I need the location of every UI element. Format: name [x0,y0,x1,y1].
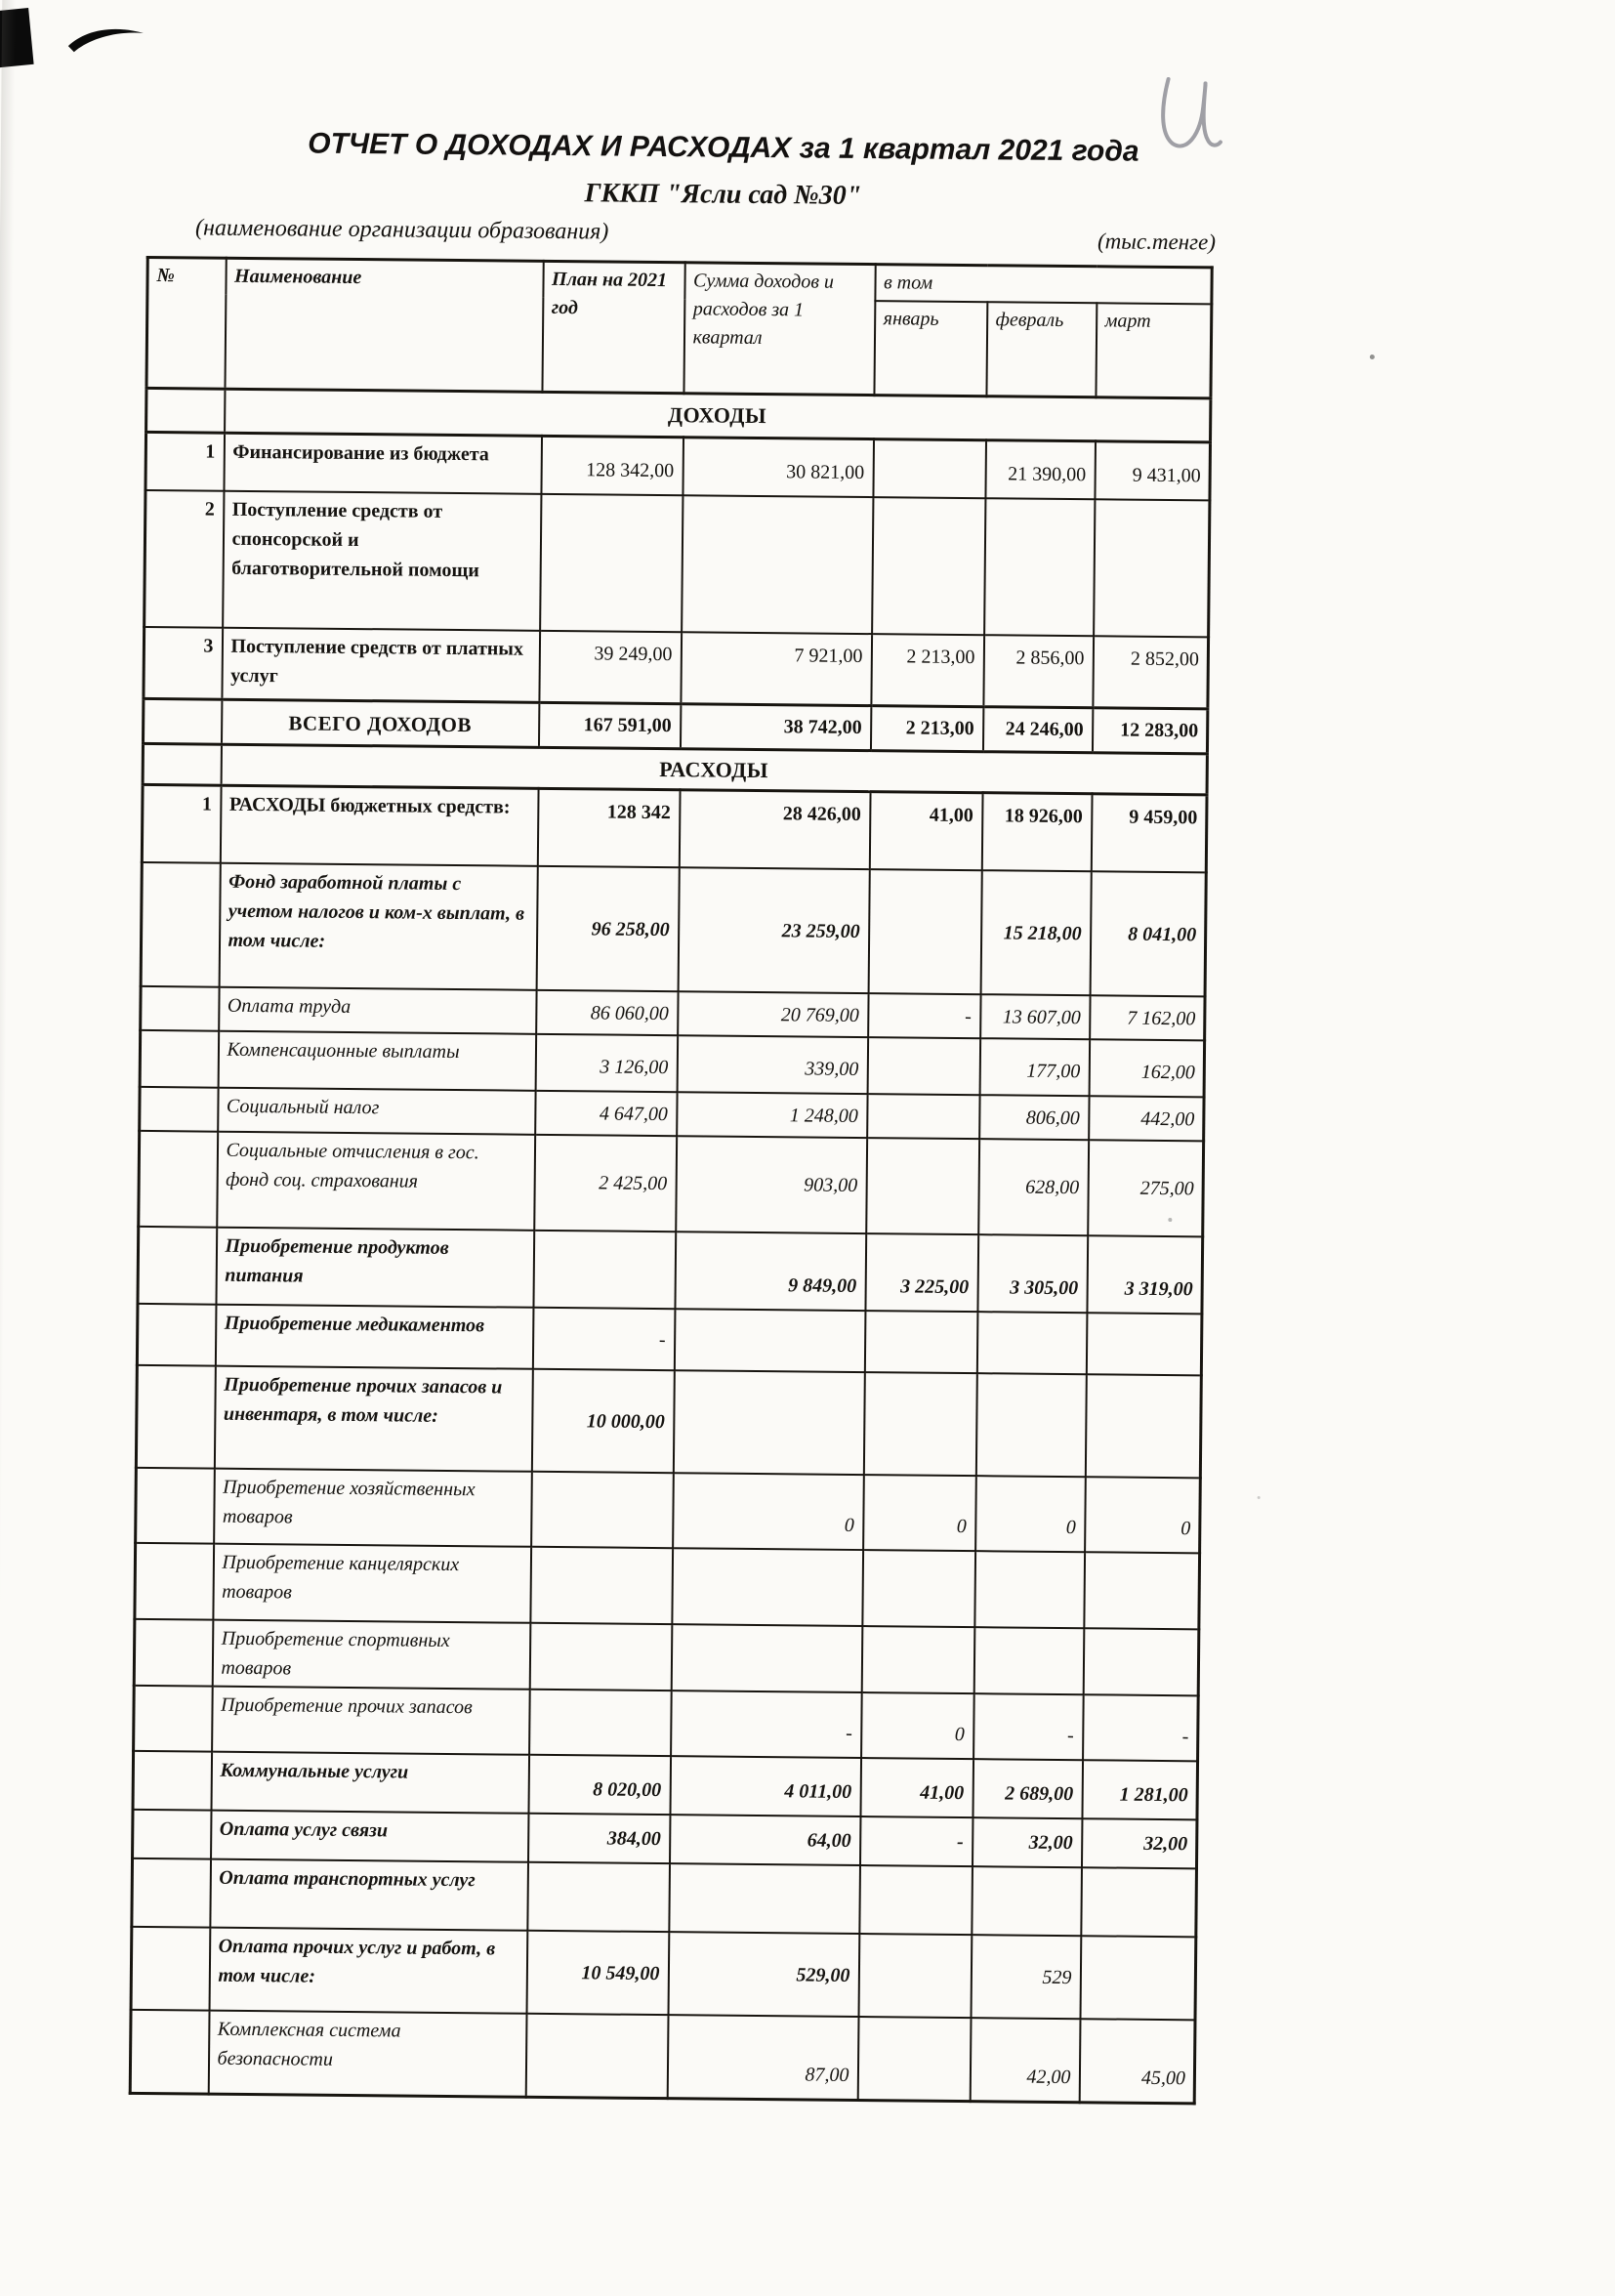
cell-feb [976,1312,1087,1374]
table-row [136,1365,1201,1478]
cell-mar [1094,499,1210,637]
cell-mar: 9 459,00 [1091,793,1207,872]
cell-jan [862,1550,975,1627]
cell-no [136,1468,215,1544]
cell-plan: 10 000,00 [531,1369,674,1473]
cell-no [130,2010,209,2094]
cell-feb [972,1866,1082,1936]
cell-jan: 41,00 [860,1758,973,1817]
cell-sum: 30 821,00 [683,437,874,497]
cell-mar [1080,1936,1196,2020]
cell-sum [672,1548,863,1626]
cell-jan [868,869,981,994]
cell-plan [531,1472,674,1548]
col-header-plan: План на 2021 год [542,261,684,393]
cell-feb: 2 856,00 [983,635,1094,707]
cell-jan [867,1037,980,1095]
col-header-group: в том [875,265,1212,305]
cell-name: РАСХОДЫ бюджетных средств: [220,785,538,866]
table-row [139,1131,1204,1236]
cell-plan: 167 591,00 [538,702,680,748]
cell-no: 1 [142,784,221,863]
cell-no: 3 [144,627,223,699]
cell-no [143,743,221,785]
cell-jan [873,438,986,498]
cell-jan: - [868,993,980,1038]
cell-feb: 21 390,00 [985,439,1096,499]
col-header-march: март [1096,303,1212,397]
cell-plan [530,1547,673,1624]
cell-jan [864,1311,977,1373]
cell-mar: 162,00 [1089,1039,1205,1097]
col-header-sum: Сумма доходов и расходов за 1 квартал [683,263,875,395]
table-row [142,784,1207,872]
cell-plan: 10 549,00 [526,1931,669,2015]
cell-mar: 12 283,00 [1092,707,1207,753]
cell-name: Финансирование из бюджета [224,433,542,494]
cell-jan: - [859,1816,972,1866]
table-row [138,1227,1203,1314]
cell-plan: 128 342 [537,788,680,867]
cell-feb: 3 305,00 [977,1234,1088,1313]
table-row [134,1619,1199,1695]
cell-sum: 903,00 [676,1136,867,1233]
scan-speck [1370,355,1375,359]
cell-plan [529,1623,672,1691]
cell-name: ВСЕГО ДОХОДОВ [221,699,538,747]
cell-sum: 28 426,00 [679,789,870,869]
table-row [135,1543,1200,1629]
cell-mar: 8 041,00 [1090,871,1206,996]
col-header-name: Наименование [225,258,543,392]
cell-feb: 0 [975,1476,1086,1552]
cell-feb: - [973,1693,1084,1760]
cell-no [134,1619,213,1687]
cell-jan [867,1094,979,1139]
cell-plan: 86 060,00 [536,990,678,1035]
cell-mar: 442,00 [1089,1096,1204,1141]
cell-feb [984,498,1095,636]
cell-mar: 1 281,00 [1082,1760,1198,1819]
table-row [134,1686,1199,1761]
scan-speck [1258,1496,1261,1499]
cell-no [134,1686,213,1752]
cell-plan: 2 425,00 [534,1135,677,1231]
cell-jan: 0 [861,1692,974,1759]
cell-sum: 23 259,00 [678,867,869,993]
cell-plan [533,1231,676,1309]
table-row [145,432,1211,500]
cell-no [135,1543,214,1620]
cell-feb [975,1373,1086,1477]
cell-name: Приобретение спортивных товаров [212,1620,530,1690]
cell-name: Оплата труда [219,987,536,1034]
cell-jan [857,2017,971,2101]
cell-feb: 806,00 [979,1095,1089,1140]
cell-sum: 87,00 [667,2015,858,2100]
cell-mar: 45,00 [1079,2019,1195,2103]
col-header-february: февраль [986,302,1097,397]
table-row [130,2010,1195,2103]
cell-plan [525,2014,668,2098]
cell-sum [671,1624,862,1692]
cell-plan: 39 249,00 [539,631,682,703]
table-row [144,627,1209,708]
cell-sum: 7 921,00 [681,632,872,705]
cell-feb: 13 607,00 [980,994,1090,1039]
cell-mar: 275,00 [1088,1140,1204,1236]
col-header-no: № [146,257,226,388]
cell-jan: 0 [863,1475,976,1551]
cell-no [136,1365,215,1469]
cell-sum: 20 769,00 [678,991,868,1037]
cell-name: Социальный налог [218,1088,535,1135]
section-label: РАСХОДЫ [221,744,1207,795]
organization-name: ГККП "Ясли сад №30" [584,178,862,211]
cell-no [132,1858,211,1928]
cell-feb: 24 246,00 [982,706,1092,752]
table-row [136,1468,1201,1553]
cell-name: Приобретение медикаментов [215,1305,533,1369]
scan-edge-shadow [0,0,16,2281]
cell-jan: 2 213,00 [870,705,982,751]
cell-no [133,1810,211,1859]
units-caption: (тыс.тенге) [1097,229,1217,255]
cell-sum: 339,00 [677,1035,868,1094]
cell-sum: - [671,1691,862,1758]
report-table [129,256,1214,2105]
cell-mar [1084,1552,1200,1629]
cell-name: Оплата транспортных услуг [210,1859,528,1931]
cell-name: Фонд заработной платы с учетом налогов и ком-х выплат, в том числе: [219,863,537,990]
cell-mar: - [1083,1694,1199,1761]
organization-caption: (наименование организации образования) [194,215,609,245]
cell-no [141,986,219,1031]
cell-name: Коммунальные услуги [211,1752,529,1814]
cell-sum: 9 849,00 [675,1231,866,1311]
cell-name: Оплата услуг связи [211,1811,528,1862]
cell-plan [540,494,683,632]
cell-feb: 42,00 [970,2018,1080,2102]
cell-feb: 628,00 [978,1139,1089,1235]
cell-name: Поступление средств от спонсорской и благотворительной помощи [223,491,541,631]
cell-feb: 177,00 [979,1038,1090,1096]
cell-sum [673,1370,864,1475]
cell-name: Комплексная система безопасности [208,2011,526,2097]
cell-plan: 3 126,00 [535,1034,678,1092]
cell-sum: 529,00 [668,1932,859,2017]
cell-no [146,388,225,433]
cell-no [133,1751,212,1811]
cell-jan [861,1626,974,1693]
cell-mar: 3 319,00 [1087,1235,1203,1314]
cell-mar [1086,1313,1202,1375]
cell-name: Оплата прочих услуг и работ, в том числе: [209,1928,527,2014]
cell-no [140,1087,218,1132]
cell-plan [529,1690,672,1756]
cell-jan: 2 213,00 [871,634,984,706]
page-title: ОТЧЕТ О ДОХОДАХ И РАСХОДАХ за 1 квартал 2021 года [308,127,1139,168]
cell-plan: 4 647,00 [535,1091,677,1136]
cell-plan [527,1862,670,1932]
cell-mar: 32,00 [1081,1818,1196,1868]
cell-name: Компенсационные выплаты [218,1031,536,1091]
pen-stroke-mark [67,23,147,58]
cell-name: Приобретение прочих запасов [212,1687,530,1755]
cell-mar: 7 162,00 [1090,995,1205,1040]
cell-no [141,862,220,987]
cell-jan [858,1934,972,2018]
header-row [147,257,1212,304]
cell-feb: 32,00 [972,1817,1081,1867]
cell-jan [859,1865,973,1935]
cell-plan: 96 258,00 [536,866,679,991]
cell-feb: 18 926,00 [981,792,1092,871]
table-row [131,1927,1196,2020]
cell-no [140,1030,219,1088]
cell-no [139,1131,218,1228]
cell-plan: - [532,1308,675,1370]
cell-name: Приобретение хозяйственных товаров [214,1469,532,1547]
cell-sum: 1 248,00 [677,1092,867,1138]
cell-sum: 64,00 [670,1815,860,1865]
cell-plan: 128 342,00 [541,436,683,495]
cell-feb: 2 689,00 [973,1759,1083,1818]
cell-mar: 9 431,00 [1095,440,1211,500]
cell-jan [866,1138,979,1234]
cell-no [138,1227,217,1305]
cell-jan [863,1372,976,1476]
cell-sum [674,1309,865,1372]
cell-feb [974,1551,1085,1628]
cell-sum: 4 011,00 [670,1756,861,1816]
section-label: ДОХОДЫ [225,389,1211,442]
table-row [141,862,1206,996]
cell-no [143,698,221,744]
cell-mar: 2 852,00 [1093,636,1209,708]
table-row [140,1030,1205,1097]
table-row [132,1858,1197,1937]
cell-no [137,1304,216,1366]
cell-name: Социальные отчисления в гос. фонд соц. страхования [217,1132,535,1231]
cell-no: 1 [145,432,225,491]
table-row [133,1751,1198,1819]
cell-mar [1083,1628,1199,1695]
cell-name: Поступление средств от платных услуг [222,628,540,702]
cell-name: Приобретение продуктов питания [216,1228,534,1308]
table-row [145,490,1210,637]
cell-jan [872,497,985,635]
cell-jan: 41,00 [869,791,982,870]
cell-name: Приобретение прочих запасов и инвентаря, в том числе: [214,1366,532,1472]
cell-mar: 0 [1085,1477,1201,1553]
cell-mar [1081,1867,1197,1937]
cell-plan: 384,00 [528,1814,670,1863]
cell-name: Приобретение канцелярских товаров [213,1544,531,1623]
cell-no: 2 [145,490,224,628]
cell-no [131,1927,210,2011]
cell-feb: 529 [971,1935,1081,2019]
cell-plan: 8 020,00 [528,1755,671,1815]
cell-jan: 3 225,00 [865,1233,978,1312]
table-row [137,1304,1202,1375]
cell-sum [669,1863,860,1934]
cell-mar [1085,1374,1201,1478]
cell-sum: 0 [673,1473,864,1550]
cell-feb: 15 218,00 [980,870,1091,995]
cell-feb [973,1627,1084,1694]
cell-sum [682,495,873,634]
cell-sum: 38 742,00 [680,703,870,750]
col-header-january: январь [874,301,987,396]
